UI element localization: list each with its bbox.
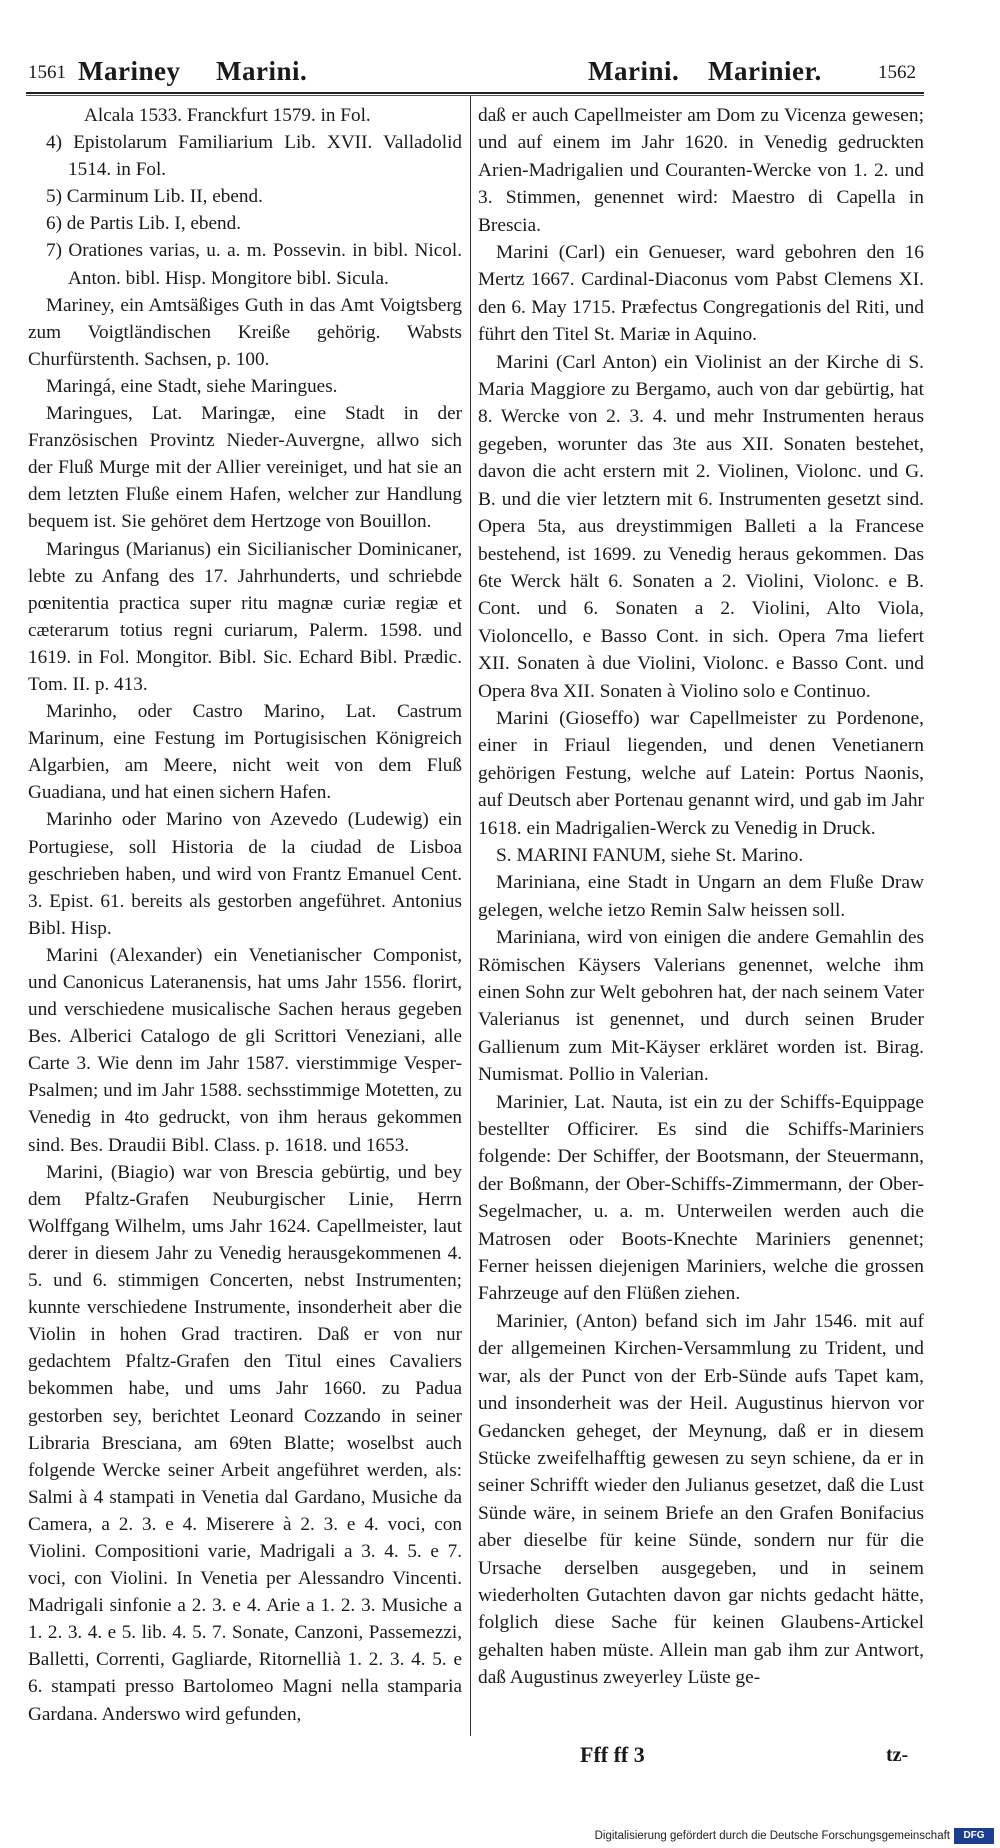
header-keyword-left-2: Marini.: [216, 56, 308, 86]
header-keyword-right-2: Marinier.: [708, 56, 822, 86]
running-header: [26, 52, 924, 92]
entry-paragraph: Mariniana, wird von einigen die andere Gemahlin des Römischen Käysers Valerians genennet, welche ihm einen Sohn zur Welt gebohren hat, der nach seinem Vater Valerianus ist genennet, und durch seinen Bruder Gallienum zum Mit-Käyser erkläret worden ist. Birag. Numismat. Pollio in Valerian.: [478, 927, 924, 1086]
header-keyword-right-1: Marini.: [588, 56, 680, 86]
page-number-right: 1562: [878, 62, 916, 83]
entry-paragraph: Maringus (Marianus) ein Sicilianischer Dominicaner, lebte zu Anfang des 17. Jahrhunderts, und schriebde pœnitentia practica super ritu magnæ curiæ regiæ et cæterarum totius regni curiarum, Palerm. 1598. und 1619. in Fol. Mongitor. Bibl. Sic. Echard Bibl. Prædic. Tom. II. p. 413.: [28, 538, 462, 695]
catchword: tz-: [886, 1744, 909, 1766]
entry-paragraph: Mariney, ein Amtsäßiges Guth in das Amt Voigtsberg zum Voigtländischen Kreiße gehörig. Wabsts Churfürstenth. Sachsen, p. 100.: [28, 294, 462, 370]
entry-paragraph: daß er auch Capellmeister am Dom zu Vicenza gewesen; und auf einem im Jahr 1620. in Venedig gedruckten Arien-Madrigalien und Couranten-Wercke von 1. 2. und 3. Stimmen, genennet wird: Maestro di Capella in Brescia.: [478, 105, 924, 236]
entry-paragraph: Marinier, (Anton) befand sich im Jahr 1546. mit auf der allgemeinen Kirchen-Versammlung zu Trident, und war, als der Punct von der Erb-Sünde aufs Tapet kam, und insonderheit was der Heil. Augustinus hiervon vor Gedancken geheget, der Meynung, daß er in diesem Stücke zweifelhafftig gewesen zu seyn schiene, da er in seiner Schrifft wieder den Julianus gesetzet, daß die Lust Sünde wäre, in seinem Briefe an den Grafen Bonifacius aber dieselbe für keine Sünde, sondern nur für die Ursache derselben ausgegeben, und in seinem wiederholten Gutachten davon gar nichts gedacht hätte, folglich diese Sache für keinen Glaubens-Artickel gehalten haben müste. Allein man gab ihm zur Antwort, daß Augustinus zweyerley Lüste ge-: [478, 1310, 924, 1689]
entry-paragraph: 5) Carminum Lib. II, ebend.: [46, 186, 263, 208]
entry-paragraph: Marini (Carl Anton) ein Violinist an der Kirche di S. Maria Maggiore zu Bergamo, auch von dar gebürtig, hat 8. Wercke von 2. 3. 4. und mehr Instrumenten heraus gegeben, worunter das 3te aus XII. Sonaten bestehet, davon die acht erstern mit 2. Violinen, Violonc. und G. B. und die vier letztern mit 6. Instrumenten gesetzt sind. Opera 5ta, aus dreystimmigen Balleti a la Francese bestehend, ist 1699. zu Venedig heraus gekommen. Das 6te Werck hält 6. Sonaten a 2. Violini, Violonc. e B. Cont. und 6. Sonaten a 2. Violini, Alto Viola, Violoncello, e Basso Cont. in sich. Opera 7ma liefert XII. Sonaten à due Violini, Violonc. e Basso Cont. und Opera 8va XII. Sonaten à Violino solo e Continuo.: [478, 351, 924, 702]
entry-paragraph: 7) Orationes varias, u. a. m. Possevin. in bibl. Nicol. Anton. bibl. Hisp. Mongitore bibl. Sicula.: [46, 240, 462, 289]
page-number-left: 1561: [28, 62, 66, 83]
entry-paragraph: S. MARINI FANUM, siehe St. Marino.: [496, 844, 804, 866]
entry-paragraph: Mariniana, eine Stadt in Ungarn an dem Fluße Draw gelegen, welche ietzo Remin Salw heissen soll.: [478, 872, 924, 921]
header-rule-thin: [26, 95, 924, 96]
left-column: [28, 102, 462, 1732]
entry-paragraph: Marini (Gioseffo) war Capellmeister zu Pordenone, einer in Friaul liegenden, und denen Venetianern gehörigen Festung, welche auf Latein: Portus Naonis, auf Deutsch aber Portenau genannt wird, und gab im Jahr 1618. ein Madrigalien-Werck zu Venedig in Druck.: [478, 707, 924, 839]
digitization-credit: [0, 1828, 1000, 1848]
entry-paragraph: Maringá, eine Stadt, siehe Maringues.: [46, 375, 338, 397]
dfg-logo: DFG: [954, 1828, 994, 1844]
entry-paragraph: Marini, (Biagio) war von Brescia gebürtig, und bey dem Pfaltz-Grafen Neuburgischer Linie, Herrn Wolffgang Wilhelm, ums Jahr 1624. Capellmeister, laut derer in diesem Jahr zu Venedig herausgekommenen 4. 5. und 6. stimmigen Concerten, nebst Instrumenten; kunnte verschiedene Instrumente, insonderheit aber die Violin in hohen Grad tractiren. Daß er von nur gedachtem Pfaltz-Grafen den Titul eines Cavaliers bekommen habe, und ums Jahr 1660. zu Padua gestorben sey, berichtet Leonard Cozzando in seiner Libraria Bresciana, am 69ten Blatte; woselbst auch folgende Wercke seiner Arbeit angeführet werden, als: Salmi à 4 stampati in Venetia dal Gardano, Musiche da Camera, a 2. 3. e 4. Miserere à 2. 3. e 4. voci, con Violini. Compositioni varie, Madrigali a 3. 4. 5. e 7. voci, con Violini. In Venetia per Alessandro Vincenti. Madrigali sinfonie a 2. 3. e 4. Arie a 1. 2. 3. Musiche a 1. 2. 3. 4. e 5. lib. 4. 5. 7. Sonate, Canzoni, Passemezzi, Balletti, Correnti, Gagliarde, Ritornellià 1. 2. 3. 4. 5. e 6. stampati presso Bartolomeo Magni nella stamparia Gardana. Anderswo wird gefunden,: [28, 1161, 462, 1725]
entry-paragraph: Maringues, Lat. Maringæ, eine Stadt in der Französischen Provintz Nieder-Auvergne, allwo sich der Fluß Murge mit der Allier vereiniget, und hat sie an dem letzten Fluße einem Hafen, welcher zur Handlung bequem ist. Sie gehöret dem Hertzoge von Bouillon.: [28, 403, 462, 533]
column-divider: [470, 96, 471, 1736]
entry-paragraph: Marini (Carl) ein Genueser, ward gebohren den 16 Mertz 1667. Cardinal-Diaconus vom Pabst Clemens XI. den 6. May 1715. Præfectus Congregationis del Riti, und führt den Titel St. Mariæ in Aquino.: [478, 242, 924, 346]
entry-paragraph: Marini (Alexander) ein Venetianischer Componist, und Canonicus Lateranensis, hat ums Jahr 1556. florirt, und verschiedene musicalische Sachen heraus gegeben Bes. Alberici Catalogo de gli Scrittori Veneziani, alle Carte 3. Wie denn im Jahr 1587. vierstimmige Vesper-Psalmen; und im Jahr 1588. sechsstimmige Motetten, zu Venedig in 4to gedruckt, von ihm heraus gekommen sind. Bes. Draudii Bibl. Class. p. 1618. und 1653.: [28, 944, 462, 1156]
entry-paragraph: Marinho oder Marino von Azevedo (Ludewig) ein Portugiese, soll Historia de la ciudad de Lisboa geschrieben haben, und wird von Frantz Emanuel Cent. 3. Epist. 61. bereits als gestorben angeführet. Antonius Bibl. Hisp.: [28, 809, 462, 939]
entry-paragraph: Marinier, Lat. Nauta, ist ein zu der Schiffs-Equippage bestellter Officirer. Es sind die Schiffs-Mariniers folgende: Der Schiffer, der Bootsmann, der Steuermann, der Boßmann, der Ober-Schiffs-Zimmermann, der Ober-Segelmacher, u. a. m. Unterweilen werden auch die Matrosen oder Boots-Knechte Mariniers genennet; Ferner heissen diejenigen Mariniers, welche die grossen Fahrzeuge auf den Flüßen ziehen.: [478, 1091, 924, 1305]
signature-mark: Fff ff 3: [580, 1742, 645, 1767]
right-column: [478, 102, 924, 1732]
entry-paragraph: 4) Epistolarum Familiarium Lib. XVII. Valladolid 1514. in Fol.: [46, 132, 462, 181]
credit-text: Digitalisierung gefördert durch die Deutsche Forschungsgemeinschaft: [594, 1830, 950, 1842]
header-keyword-left-1: Mariney: [78, 56, 181, 86]
entry-paragraph: Marinho, oder Castro Marino, Lat. Castrum Marinum, eine Festung im Portugisischen Königreich Algarbien, am Meere, nicht weit von dem Fluß Guadiana, und hat einen sichern Hafen.: [28, 701, 462, 804]
entry-paragraph: 6) de Partis Lib. I, ebend.: [46, 213, 242, 235]
header-rule: [26, 92, 924, 94]
entry-paragraph: Alcala 1533. Franckfurt 1579. in Fol.: [84, 105, 371, 126]
